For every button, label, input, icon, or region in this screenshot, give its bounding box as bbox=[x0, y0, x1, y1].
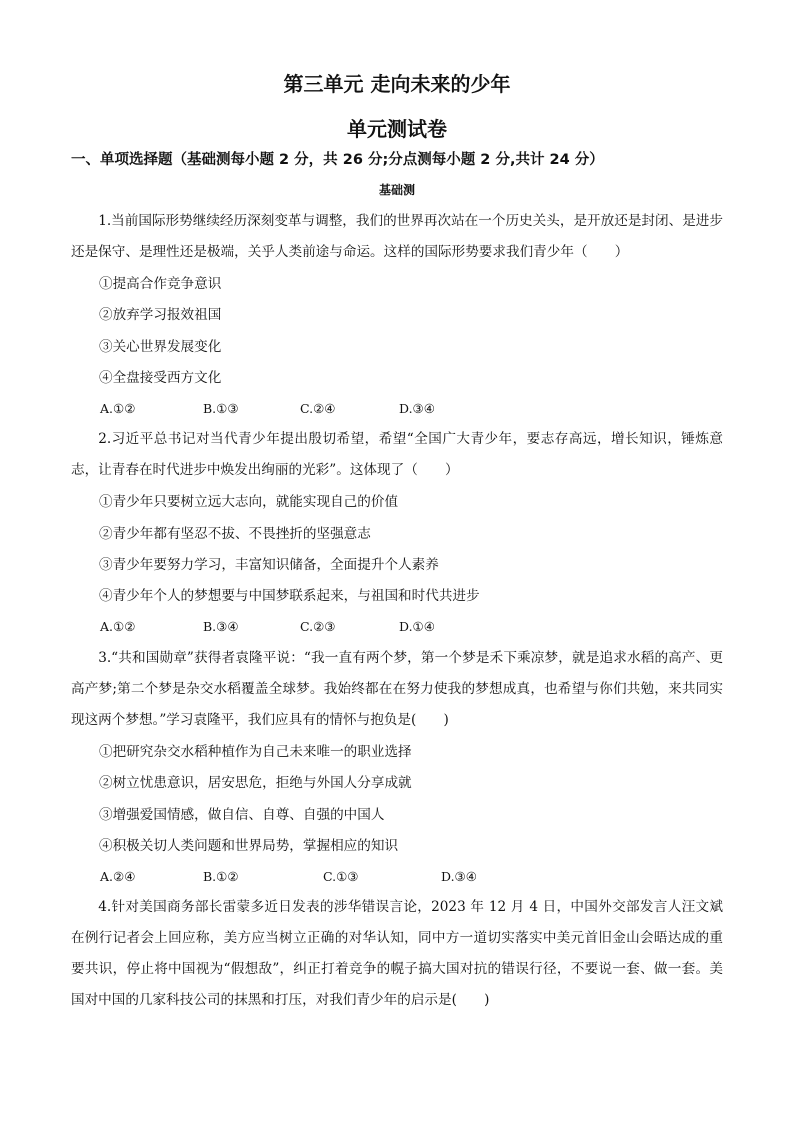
choice-c: C.①③ bbox=[323, 869, 359, 884]
choice-b: B.①③ bbox=[203, 401, 239, 416]
choice-a: A.②④ bbox=[100, 869, 136, 884]
question-stem: 2.习近平总书记对当代青少年提出殷切希望，希望“全国广大青少年，要志存高远，增长知识，锤炼意志，让青春在时代进步中焕发出绚丽的光彩”。这体现了（ ） bbox=[71, 431, 723, 478]
option: ③增强爱国情感，做自信、自尊、自强的中国人 bbox=[99, 807, 385, 823]
option: ②青少年都有坚忍不拔、不畏挫折的坚强意志 bbox=[99, 526, 371, 542]
option: ①把研究杂交水稻种植作为自己未来唯一的职业选择 bbox=[99, 744, 412, 760]
option: ④全盘接受西方文化 bbox=[99, 370, 222, 386]
option: ①提高合作竞争意识 bbox=[99, 276, 222, 292]
option: ④积极关切人类问题和世界局势，掌握相应的知识 bbox=[99, 838, 399, 854]
choice-d: D.③④ bbox=[441, 869, 477, 884]
page-subtitle: 单元测试卷 bbox=[347, 117, 447, 141]
choice-a: A.①② bbox=[100, 401, 136, 416]
option: ③关心世界发展变化 bbox=[99, 339, 222, 355]
choice-c: C.②③ bbox=[300, 619, 336, 634]
option: ②放弃学习报效祖国 bbox=[99, 307, 222, 323]
subsection-heading: 基础测 bbox=[378, 183, 415, 197]
option: ①青少年只要树立远大志向，就能实现自己的价值 bbox=[99, 494, 399, 510]
question-stem: 4.针对美国商务部长雷蒙多近日发表的涉华错误言论，2023 年 12 月 4 日，中国外交部发言人汪文斌在例行记者会上回应称，美方应当树立正确的对华认知，同中方一道切实落实中美元首旧金山会晤达成的重要共识，停止将中国视为“假想敌”，纠正打着竞争的幌子搞大国对抗的错误行径，不要说一套、做一套。美国对中国的几家科技公司的抹黑和打压，对我们青少年的启示是( ) bbox=[71, 899, 723, 1008]
choice-c: C.②④ bbox=[300, 401, 336, 416]
option: ③青少年要努力学习，丰富知识储备，全面提升个人素养 bbox=[99, 557, 439, 573]
option: ④青少年个人的梦想要与中国梦联系起来，与祖国和时代共进步 bbox=[99, 588, 480, 604]
choice-d: D.③④ bbox=[399, 401, 435, 416]
question-stem: 3.“共和国勋章”获得者袁隆平说：“我一直有两个梦，第一个梦是禾下乘凉梦，就是追求水稻的高产、更高产梦;第二个梦是杂交水稻覆盖全球梦。我始终都在在努力使我的梦想成真，也希望与你们共勉，来共同实现这两个梦想。”学习袁隆平，我们应具有的情怀与抱负是( ) bbox=[71, 650, 723, 728]
page-title: 第三单元 走向未来的少年 bbox=[283, 72, 511, 96]
choice-b: B.③④ bbox=[203, 619, 239, 634]
question-stem: 1.当前国际形势继续经历深刻变革与调整，我们的世界再次站在一个历史关头，是开放还是封闭、是进步还是保守、是理性还是极端，关乎人类前途与命运。这样的国际形势要求我们青少年（ ） bbox=[71, 213, 723, 260]
choice-b: B.①② bbox=[203, 869, 239, 884]
option: ②树立忧患意识，居安思危，拒绝与外国人分享成就 bbox=[99, 775, 412, 791]
choice-a: A.①② bbox=[100, 619, 136, 634]
section-heading: 一、单项选择题（基础测每小题 2 分，共 26 分;分点测每小题 2 分,共计 24 分） bbox=[71, 152, 604, 168]
choice-d: D.①④ bbox=[399, 619, 435, 634]
